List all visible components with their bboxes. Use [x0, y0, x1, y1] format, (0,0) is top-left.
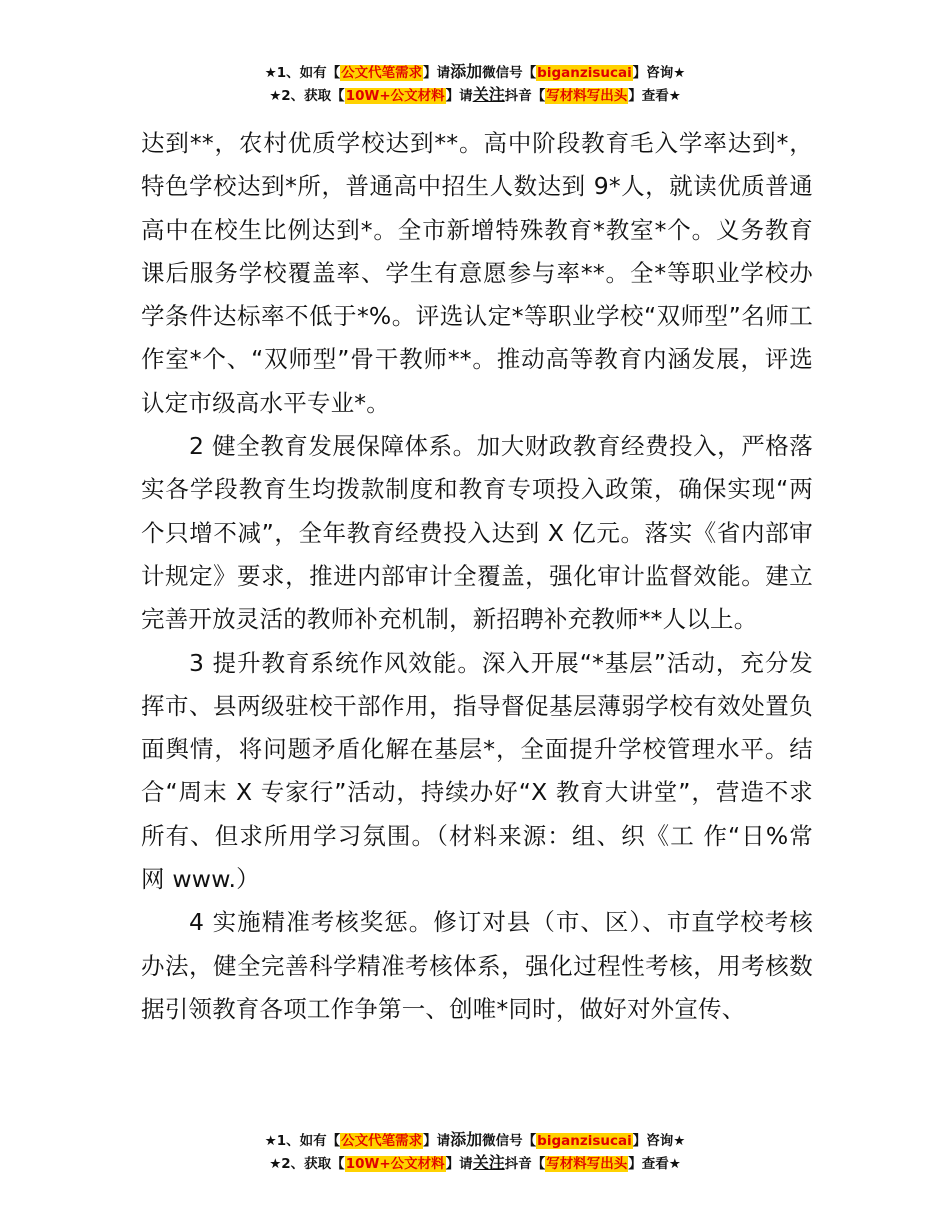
banner-text: ★1、如有【 [264, 65, 341, 81]
banner-text: ★2、获取【 [269, 1156, 345, 1172]
banner-highlight-materials: 10W+公文材料 [345, 1156, 445, 1172]
banner-highlight-service: 公文代笔需求 [341, 65, 423, 81]
footer-banner [0, 1129, 950, 1175]
banner-line-2 [0, 84, 950, 107]
banner-text: 】查看★ [628, 88, 681, 104]
paragraph-1: 达到**，农村优质学校达到**。高中阶段教育毛入学率达到*，特色学校达到*所，普通高中招生人数达到 9*人，就读优质普通高中在校生比例达到*。全市新增特殊教育*教室*个。义务教育课后服务学校覆盖率、学生有意愿参与率**。全*等职业学校办学条件达标率不低于*%。评选认定*等职业学校“双师型”名师工作室*个、“双师型”骨干教师**。推动高等教育内涵发展，评选认定市级高水平专业*。 [141, 129, 813, 417]
banner-highlight-douyin: 写材料写出头 [546, 88, 628, 104]
banner-text: 抖音【 [504, 1156, 546, 1172]
banner-text: 】请 [423, 1133, 451, 1149]
banner-text: 】咨询★ [632, 65, 686, 81]
banner-highlight-wechat: biganzisucai [537, 65, 632, 81]
banner-text: 】查看★ [628, 1156, 681, 1172]
banner-text: ★2、获取【 [269, 88, 345, 104]
paragraph-3: 3 提升教育系统作风效能。深入开展“*基层”活动，充分发挥市、县两级驻校干部作用，指导督促基层薄弱学校有效处置负面舆情，将问题矛盾化解在基层*，全面提升学校管理水平。结合“周末 X 专家行”活动，持续办好“X 教育大讲堂”，营造不求所有、但求所用学习氛围。（材料来源：组、织《工 作“日%常 网 www.） [141, 648, 813, 894]
paragraph-4: 4 实施精准考核奖惩。修订对县（市、区）、市直学校考核办法，健全完善科学精准考核体系，强化过程性考核，用考核数据引领教育各项工作争第一、创唯*同时，做好对外宣传、 [141, 908, 813, 1023]
banner-highlight-materials: 10W+公文材料 [345, 88, 445, 104]
banner-text: 】请 [423, 65, 451, 81]
banner-highlight-wechat: biganzisucai [537, 1133, 632, 1149]
banner-text: 】请 [445, 88, 473, 104]
banner-text: 】请 [445, 1156, 473, 1172]
banner-emphasis: 添加 [450, 62, 483, 81]
banner-line-1 [0, 1129, 950, 1152]
banner-text: 微信号【 [482, 1133, 537, 1149]
paragraph-2: 2 健全教育发展保障体系。加大财政教育经费投入，严格落实各学段教育生均拨款制度和教育专项投入政策，确保实现“两个只增不减”，全年教育经费投入达到 X 亿元。落实《省内部审计规定》要求，推进内部审计全覆盖，强化审计监督效能。建立完善开放灵活的教师补充机制，新招聘补充教师**人以上。 [141, 432, 813, 634]
banner-emphasis: 关注 [472, 1153, 505, 1172]
banner-line-2 [0, 1152, 950, 1175]
header-banner [0, 61, 950, 107]
banner-text: 微信号【 [482, 65, 537, 81]
document-body [141, 122, 813, 1031]
banner-text: 抖音【 [504, 88, 546, 104]
banner-text: ★1、如有【 [264, 1133, 341, 1149]
banner-emphasis: 添加 [450, 1130, 483, 1149]
banner-highlight-service: 公文代笔需求 [341, 1133, 423, 1149]
banner-emphasis: 关注 [472, 85, 505, 104]
banner-highlight-douyin: 写材料写出头 [546, 1156, 628, 1172]
banner-line-1 [0, 61, 950, 84]
banner-text: 】咨询★ [632, 1133, 686, 1149]
